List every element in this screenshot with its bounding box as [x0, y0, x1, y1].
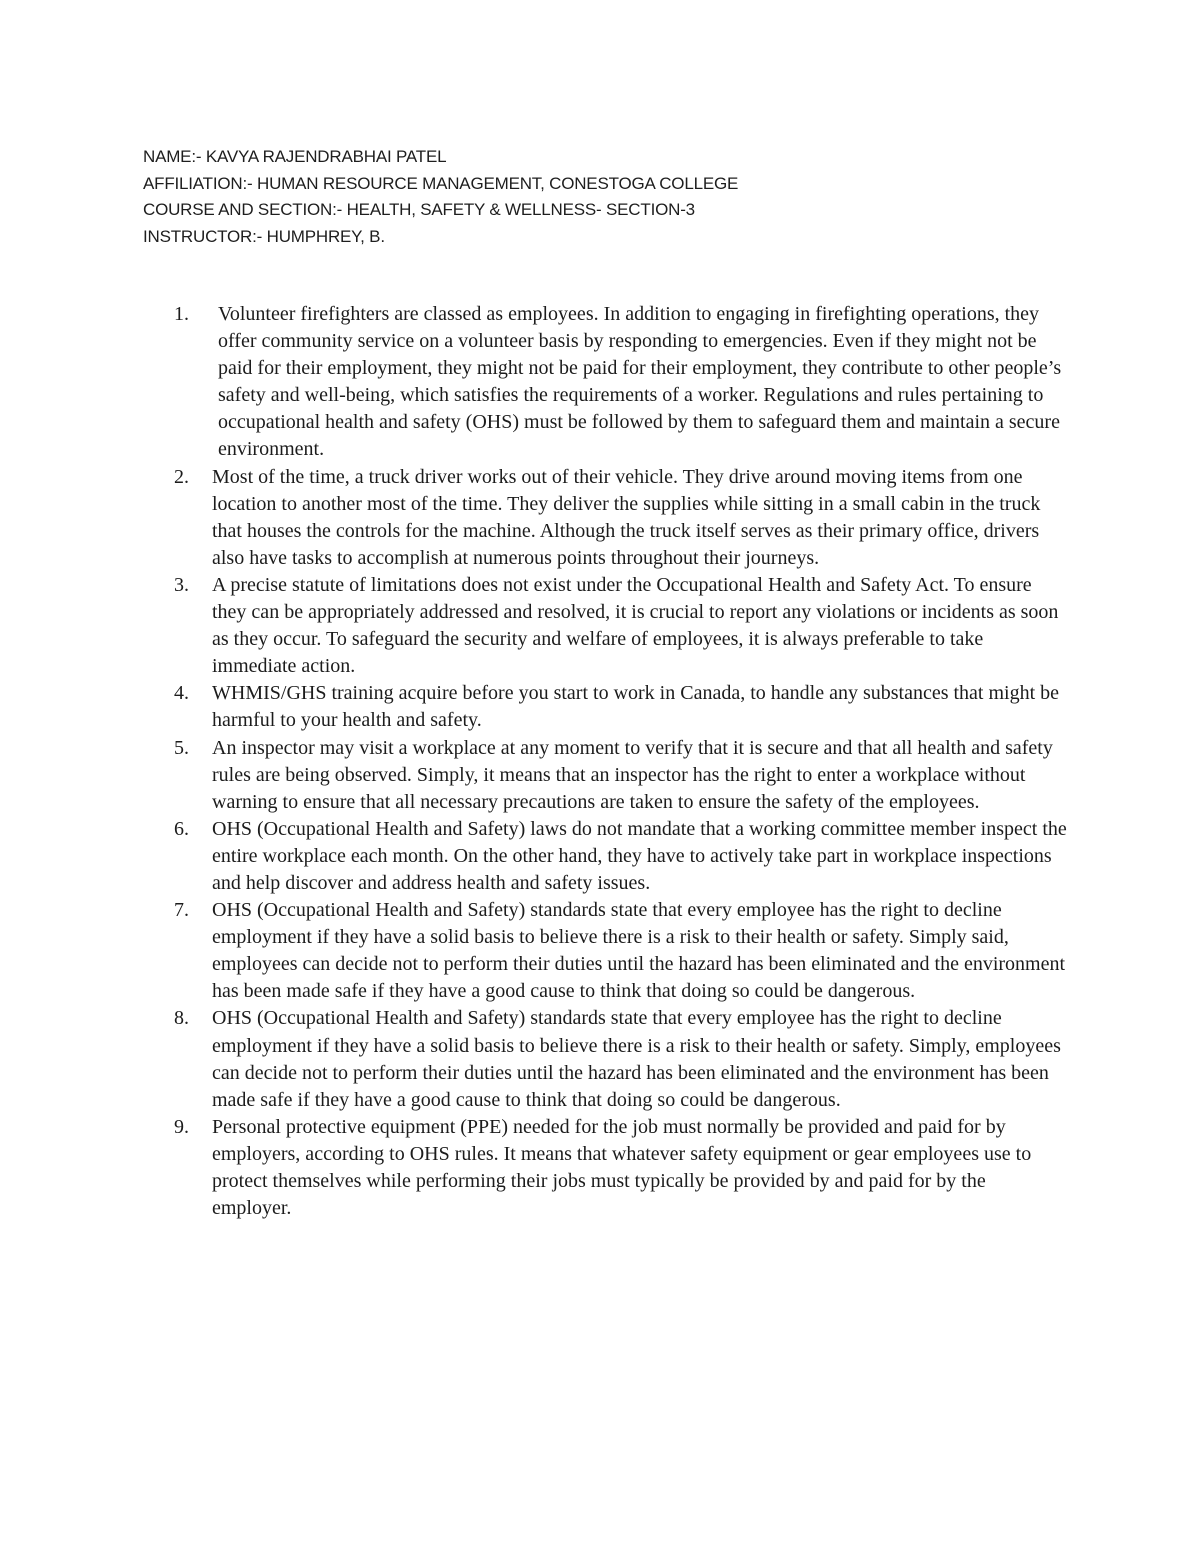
answer-number: 5. — [174, 736, 189, 759]
answer-number: 3. — [174, 573, 189, 596]
answer-text: An inspector may visit a workplace at any moment to verify that it is secure and that all health and safety rules are being observed. Simply, it means that an inspector has the right to enter a workplace without warning to ensure that all necessary precautions are taken to ensure the safety of the employees. — [212, 736, 1053, 813]
answer-text: OHS (Occupational Health and Safety) standards state that every employee has the right to decline employment if they have a solid basis to believe there is a risk to their health or safety. Simply, employees can decide not to perform their duties until the hazard has been eliminated and the environment has been made safe if they have a good cause to think that doing so could be dangerous. — [212, 1007, 1061, 1111]
instructor-name: INSTRUCTOR:- HUMPHREY, B. — [143, 226, 385, 246]
answer-item-8 — [160, 1005, 1070, 1113]
answer-item-3 — [160, 572, 1070, 680]
answer-number: 4. — [174, 682, 189, 705]
answer-number: 7. — [174, 899, 189, 922]
student-name: NAME:- KAVYA RAJENDRABHAI PATEL — [143, 147, 447, 166]
student-info-header — [143, 144, 738, 250]
answer-item-6 — [160, 816, 1070, 897]
answer-number: 1. — [174, 303, 189, 325]
course-section: COURSE AND SECTION:- HEALTH, SAFETY & WELLNESS- SECTION-3 — [143, 200, 695, 219]
answer-text: A precise statute of limitations does not exist under the Occupational Health and Safety Act. To ensure they can be appropriately addressed and resolved, it is crucial to report any violations or incidents as soon as they occur. To safeguard the security and welfare of employees, it is always preferable to take immediate action. — [212, 573, 1059, 678]
answer-item-4 — [160, 680, 1070, 734]
answer-text: WHMIS/GHS training acquire before you start to work in Canada, to handle any substances that might be harmful to your health and safety. — [212, 682, 1060, 732]
student-affiliation: AFFILIATION:- HUMAN RESOURCE MANAGEMENT, CONESTOGA COLLEGE — [143, 173, 739, 193]
answer-number: 8. — [174, 1007, 189, 1030]
answer-text: OHS (Occupational Health and Safety) standards state that every employee has the right to decline employment if they have a solid basis to believe there is a risk to their health or safety. Simply said, employees can decide not to perform their duties until the hazard has been eliminated and the environment has been made safe if they have a good cause to think that doing so could be dangerous. — [212, 899, 1066, 1003]
answer-item-7 — [160, 897, 1070, 1005]
answer-item-9 — [160, 1114, 1070, 1222]
answer-number: 6. — [174, 817, 189, 840]
answer-text: Most of the time, a truck driver works out of their vehicle. They drive around moving items from one location to another most of the time. They deliver the supplies while sitting in a small cabin in the truck that houses the controls for the machine. Although the truck itself serves as their primary office, drivers also have tasks to accomplish at numerous points throughout their journeys. — [212, 465, 1041, 569]
answer-item-1 — [160, 301, 1070, 464]
answer-text: OHS (Occupational Health and Safety) laws do not mandate that a working committee member inspect the entire workplace each month. On the other hand, they have to actively take part in workplace inspections and help discover and address health and safety issues. — [212, 817, 1067, 894]
answer-item-5 — [160, 735, 1070, 816]
answer-text: Personal protective equipment (PPE) needed for the job must normally be provided and paid for by employers, according to OHS rules. It means that whatever safety equipment or gear employees use to protect themselves while performing their jobs must typically be provided by and paid for by the employer. — [212, 1115, 1032, 1220]
answer-number: 2. — [174, 465, 189, 488]
answer-item-2 — [160, 464, 1070, 572]
answer-text: Volunteer firefighters are classed as employees. In addition to engaging in firefighting operations, they offer community service on a volunteer basis by responding to emergencies. Even if they might not be paid for their employment, they might not be paid for their employment, they contribute to other people’s safety and well-being, which satisfies the requirements of a worker. Regulations and rules pertaining to occupational health and safety (OHS) must be followed by them to safeguard them and maintain a secure environment. — [218, 303, 1062, 461]
answers-list — [160, 301, 1070, 1222]
answer-number: 9. — [174, 1115, 189, 1138]
